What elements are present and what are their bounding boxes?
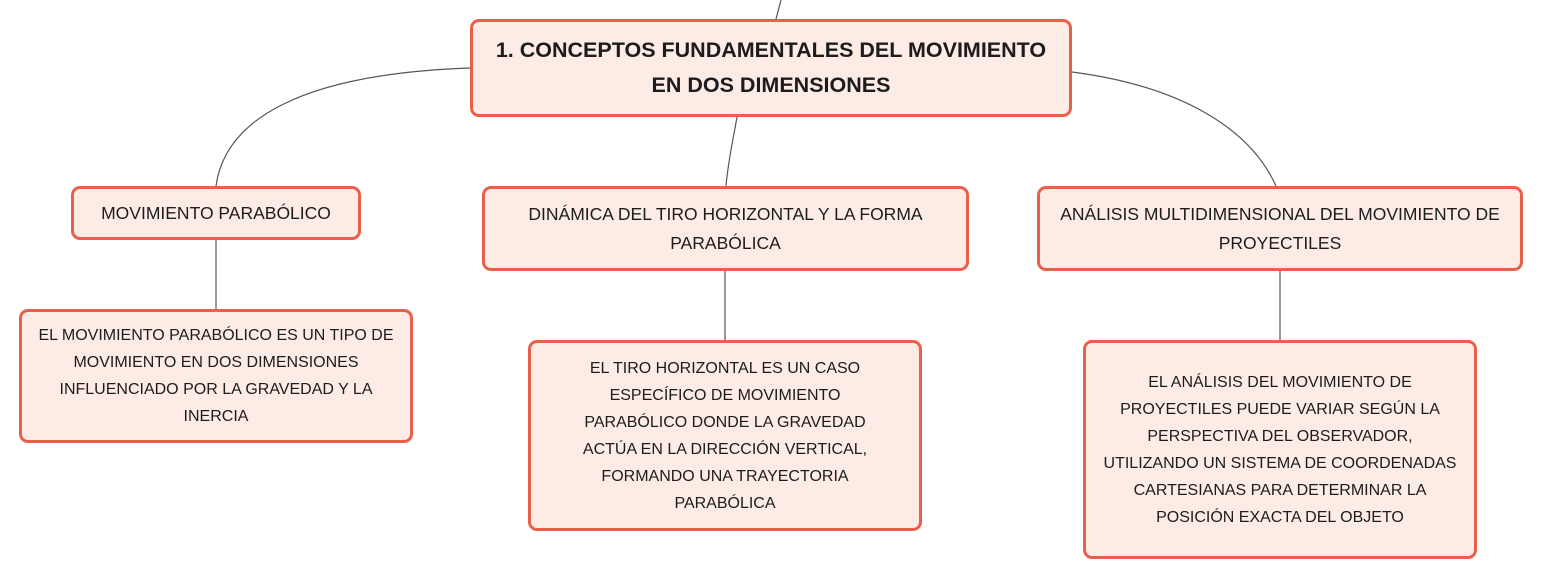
connector-root-to-topic-2 (726, 117, 737, 186)
root-node[interactable] (470, 19, 1072, 117)
detail-node-movimiento-parabolico[interactable] (19, 309, 413, 443)
topic-node-tiro-horizontal[interactable] (482, 186, 969, 271)
detail-node-text: EL MOVIMIENTO PARABÓLICO ES UN TIPO DE MOVIMIENTO EN DOS DIMENSIONES INFLUENCIADO POR LA GRAVEDAD Y LA INERCIA (38, 327, 394, 425)
topic-node-label: ANÁLISIS MULTIDIMENSIONAL DEL MOVIMIENTO DE PROYECTILES (1060, 203, 1500, 253)
topic-node-movimiento-parabolico[interactable] (71, 186, 361, 240)
topic-node-label: MOVIMIENTO PARABÓLICO (101, 202, 331, 223)
detail-node-tiro-horizontal[interactable] (528, 340, 922, 531)
connector-root-to-topic-3 (1072, 72, 1276, 186)
topic-node-label: DINÁMICA DEL TIRO HORIZONTAL Y LA FORMA PARABÓLICA (528, 203, 923, 253)
connector-root-to-topic-1 (216, 68, 470, 186)
detail-node-analisis-multidimensional[interactable] (1083, 340, 1477, 559)
root-node-label: 1. CONCEPTOS FUNDAMENTALES DEL MOVIMIENTO EN DOS DIMENSIONES (495, 38, 1047, 97)
connector-parent-to-root (776, 0, 781, 19)
detail-node-text: EL ANÁLISIS DEL MOVIMIENTO DE PROYECTILES PUEDE VARIAR SEGÚN LA PERSPECTIVA DEL OBSERVADOR, UTILIZANDO UN SISTEMA DE COORDENADAS CARTESIANAS PARA DETERMINAR LA POSICIÓN EXACTA DEL OBJETO (1103, 373, 1457, 526)
detail-node-text: EL TIRO HORIZONTAL ES UN CASO ESPECÍFICO DE MOVIMIENTO PARABÓLICO DONDE LA GRAVEDAD ACTÚA EN LA DIRECCIÓN VERTICAL, FORMANDO UNA TRAYECTORIA PARABÓLICA (582, 359, 868, 512)
topic-node-analisis-multidimensional[interactable] (1037, 186, 1523, 271)
